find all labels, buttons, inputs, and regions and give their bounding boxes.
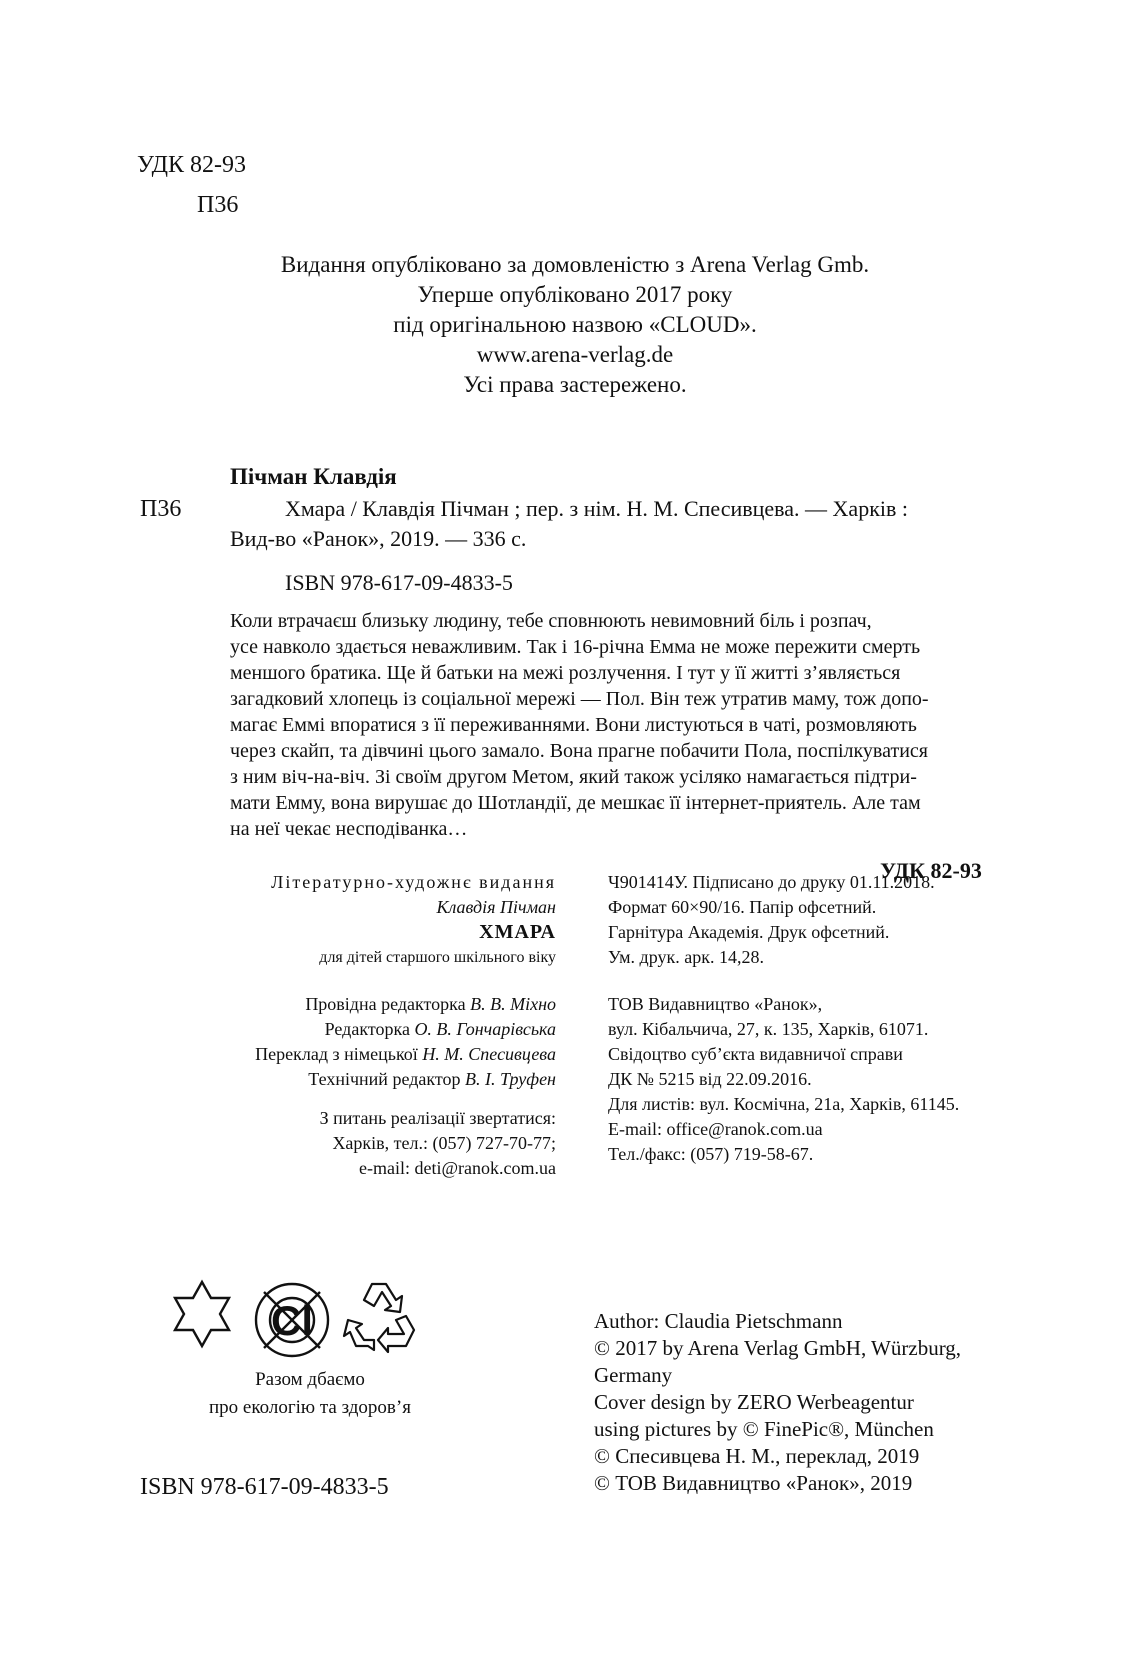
annotation-line: на неї чекає несподіванка… [230, 818, 468, 840]
publisher-line: Для листів: вул. Космічна, 21а, Харків, 61145. [608, 1094, 960, 1114]
annotation-line: меншого братика. Ще й батьки на межі розлучення. І тут у її житті з’являється [230, 662, 901, 684]
copyright-credits [594, 1308, 961, 1497]
credit-line: Author: Claudia Pietschmann [594, 1309, 843, 1333]
publisher-line: ТОВ Видавництво «Ранок», [608, 994, 823, 1014]
credit-line: © ТОВ Видавництво «Ранок», 2019 [594, 1471, 913, 1495]
catalog-code-header: П36 [197, 192, 239, 218]
pubnote-line: під оригінальною назвою «CLOUD». [393, 312, 757, 337]
print-info-line: Ум. друк. арк. 14,28. [608, 947, 764, 967]
pubnote-line: Усі права застережено. [463, 372, 687, 397]
print-info-line: Ч901414У. Підписано до друку 01.11.2018. [608, 872, 935, 892]
annotation-line: мати Емму, вона вирушає до Шотландії, де мешкає її інтернет-приятель. Але там [230, 792, 921, 814]
catalog-isbn: ISBN 978-617-09-4833-5 [285, 570, 513, 595]
print-info-line: Гарнітура Академія. Друк офсетний. [608, 922, 890, 942]
annotation-line: Коли втрачаєш близьку людину, тебе сповнюють невимовний біль і розпач, [230, 610, 872, 632]
eco-caption-line: Разом дбаємо [255, 1369, 365, 1390]
pubnote-line: Видання опубліковано за домовленістю з Arena Verlag Gmb. [280, 252, 870, 277]
bibliographic-line: Вид-во «Ранок», 2019. — 336 с. [230, 526, 527, 551]
svg-text:Cl: Cl [271, 1297, 313, 1344]
catalog-code: П36 [140, 496, 182, 522]
sales-contact [320, 1106, 556, 1181]
imprint-left-top [271, 870, 556, 970]
publication-note [200, 250, 950, 400]
annotation-line: усе навколо здається неважливим. Так і 16-річна Емма не може пережити смерть [230, 636, 921, 658]
staff-role: Переклад з німецької [255, 1044, 418, 1064]
staff-role: Провідна редакторка [305, 994, 466, 1014]
credit-line: Germany [594, 1363, 673, 1387]
publisher-line: вул. Кібальчича, 27, к. 135, Харків, 61071. [608, 1019, 929, 1039]
eco-icons [160, 1278, 440, 1363]
print-info-line: Формат 60×90/16. Папір офсетний. [608, 897, 877, 917]
staff-name: О. В. Гончарівська [414, 1019, 556, 1039]
credit-line: Cover design by ZERO Werbeagentur [594, 1390, 914, 1414]
credit-line: using pictures by © FinePic®, München [594, 1417, 934, 1441]
annotation [230, 608, 965, 842]
annotation-line: через скайп, та дівчині цього замало. Вона прагне побачити Пола, поспілкуватися [230, 740, 928, 762]
annotation-line: з ним віч-на-віч. Зі своїм другом Метом, який також усіляко намагається підтри- [230, 766, 917, 788]
credit-line: © 2017 by Arena Verlag GmbH, Würzburg, [594, 1336, 962, 1360]
staff-role: Технічний редактор [308, 1069, 461, 1089]
no-chlorine-icon [256, 1284, 328, 1356]
udk-footer: УДК 82-93 [880, 858, 982, 883]
contact-line: e-mail: deti@ranok.com.ua [358, 1158, 556, 1178]
staff-list [255, 992, 556, 1092]
star-icon [175, 1282, 229, 1346]
staff-row [255, 992, 556, 1017]
audience-label: для дітей старшого шкільного віку [319, 949, 556, 966]
pubnote-line: Уперше опубліковано 2017 року [417, 282, 733, 307]
staff-row [255, 1042, 556, 1067]
recycle-icon [344, 1284, 414, 1352]
publisher-line: E-mail: office@ranok.com.ua [608, 1119, 823, 1139]
print-info [608, 870, 935, 970]
genre-label: Літературно-художнє видання [271, 872, 556, 892]
staff-name: Н. М. Спесивцева [422, 1044, 556, 1064]
eco-caption-line: про екологію та здоров’я [209, 1397, 411, 1418]
publisher-line: Свідоцтво суб’єкта видавничої справи [608, 1044, 903, 1064]
staff-name: В. І. Труфен [464, 1069, 556, 1089]
eco-caption [160, 1366, 460, 1422]
publisher-line: ДК № 5215 від 22.09.2016. [608, 1069, 812, 1089]
staff-row [255, 1067, 556, 1092]
contact-line: Харків, тел.: (057) 727-70-77; [332, 1133, 556, 1153]
publisher-line: Тел./факс: (057) 719-58-67. [608, 1144, 814, 1164]
staff-role: Редакторка [324, 1019, 410, 1039]
credit-line: © Спесивцева Н. М., переклад, 2019 [594, 1444, 920, 1468]
staff-row [255, 1017, 556, 1042]
imprint-title: ХМАРА [479, 921, 556, 943]
annotation-line: загадковий хлопець із соціальної мережі — Пол. Він теж утратив маму, тож допо- [230, 688, 929, 710]
imprint-author: Клавдія Пічман [436, 897, 556, 917]
footer-isbn: ISBN 978-617-09-4833-5 [140, 1474, 389, 1500]
publisher-info [608, 992, 959, 1167]
catalog-author: Пічман Клавдія [230, 464, 397, 489]
contact-line: З питань реалізації звертатися: [319, 1108, 556, 1128]
annotation-line: магає Еммі впоратися з її переживаннями. Вони листуються в чаті, розмовляють [230, 714, 917, 736]
bibliographic-line: Хмара / Клавдія Пічман ; пер. з нім. Н. М. Спесивцева. — Харків : [285, 496, 908, 521]
udk-header: УДК 82-93 [137, 152, 246, 178]
pubnote-line: www.arena-verlag.de [476, 342, 674, 367]
staff-name: В. В. Міхно [470, 994, 556, 1014]
